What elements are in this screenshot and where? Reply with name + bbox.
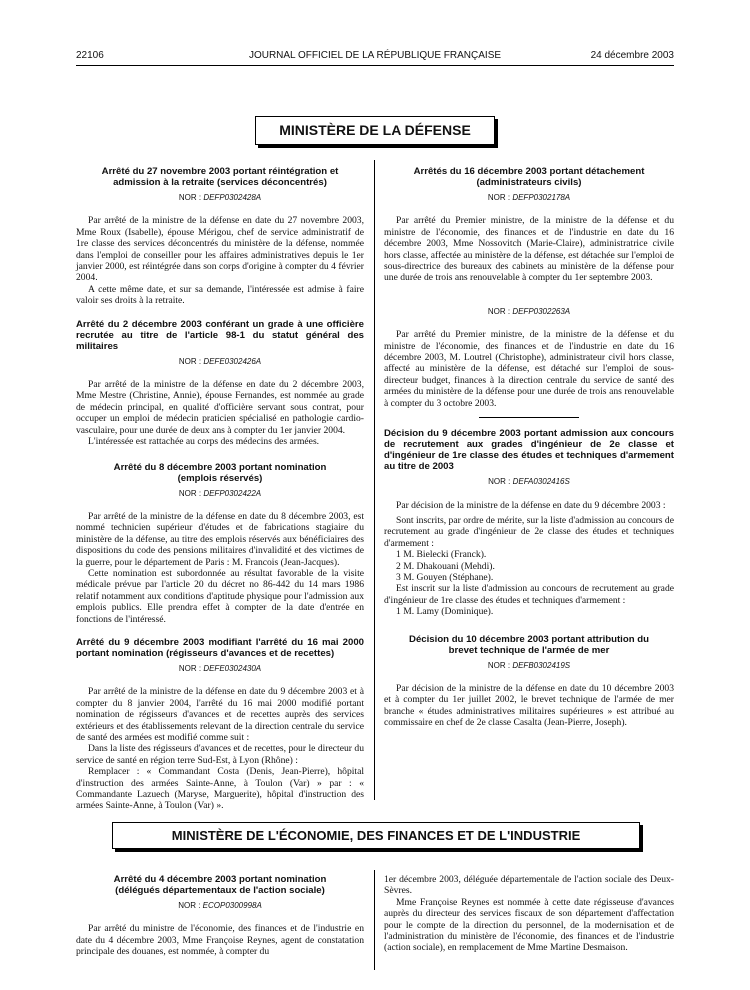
ministry-economy-heading bbox=[112, 822, 640, 849]
list-item: 3 M. Gouyen (Stéphane). bbox=[396, 571, 494, 583]
paragraph: Par décision de la ministre de la défense en date du 9 décembre 2003 : bbox=[396, 499, 666, 511]
paragraph: Par arrêté du Premier ministre, de la ministre de la défense et du ministre de l'économie, des finances et de l'industrie en date du 16 décembre 2003, Mme Nossovitch (Marie-Claire), administratrice civile hors classe, affectée au ministère de la défense, est détachée sur l'emploi de sous-directrice des bureaux des cabinets au ministère de la défense pour une durée de trois ans renouvelable à compter du 1er septembre 2003. bbox=[384, 215, 674, 284]
nor-reference: NOR : DEFP0302428A bbox=[178, 193, 262, 202]
paragraph: Sont inscrits, par ordre de mérite, sur la liste d'admission au concours de recrutement au grade d'ingénieur de 2e classe des études et techniques d'armement : bbox=[384, 514, 674, 549]
paragraph: Mme Françoise Reynes est nommée à cette date régisseuse d'avances auprès du directeur des services fiscaux de son département d'affectation pour le compte de la direction du personnel, de la modernisation et de l'administration du ministère de l'économie, des finances et de l'industrie (action sociale), en remplacement de Mme Martine Desmaison. bbox=[384, 896, 674, 954]
section-separator bbox=[479, 417, 579, 418]
paragraph: 1er décembre 2003, déléguée départementale de l'action sociale des Deux-Sèvres. bbox=[384, 874, 674, 897]
ministry-defense-label: MINISTÈRE DE LA DÉFENSE bbox=[279, 122, 471, 138]
nor-reference: NOR : DEFA0302416S bbox=[488, 477, 570, 487]
nor-reference: NOR : DEFP0302263A bbox=[487, 306, 571, 316]
list-item: 2 M. Dhakouani (Mehdi). bbox=[396, 560, 495, 572]
list-item: 1 M. Bielecki (Franck). bbox=[396, 549, 487, 561]
paragraph: Est inscrit sur la liste d'admission au concours de recrutement au grade d'ingénieur de 1re classe des études et techniques d'armement : bbox=[384, 583, 674, 606]
page-number: 22106 bbox=[76, 50, 104, 61]
paragraph: A cette même date, et sur sa demande, l'intéressée est admise à faire valoir ses droits à la retraite. bbox=[76, 283, 364, 307]
nor-reference: NOR : DEFB0302419S bbox=[487, 660, 571, 670]
eco-right-column bbox=[384, 874, 674, 954]
nor-reference: NOR : DEFE0302426A bbox=[178, 356, 262, 366]
paragraph: Par arrêté de la ministre de la défense en date du 27 novembre 2003, Mme Roux (Isabelle), épouse Mérigou, chef de service administratif de 1re classe des services déconcentrés du ministère de la défense, nommée dans l'emploi de conseiller pour les affaires administratives depuis le 1er janvier 2000, est réintégrée dans son corps d'origine à compter du 4 février 2004. bbox=[76, 215, 364, 284]
article-title: Décision du 9 décembre 2003 portant admission aux concours de recrutement aux grades d'ingénieur de 2e classe et d'ingénieur de 1re classe des études et techniques d'armement au titre de 2003 bbox=[384, 428, 674, 473]
nor-reference: NOR : DEFP0302178A bbox=[487, 193, 571, 202]
article-title: Décision du 10 décembre 2003 portant attribution du brevet technique de l'armée de mer bbox=[409, 633, 649, 656]
ministry-defense-heading bbox=[255, 116, 495, 145]
journal-title: JOURNAL OFFICIEL DE LA RÉPUBLIQUE FRANÇAISE bbox=[248, 50, 502, 61]
paragraph: Par arrêté du Premier ministre, de la ministre de la défense et du ministre de l'économie, des finances et de l'industrie en date du 16 décembre 2003, M. Loutrel (Christophe), administrateur civil hors classe, affecté au ministère de la défense, est détaché sur l'emploi de sous-directeur budget, finances à la direction centrale du service de santé des armées du ministère de la défense pour une durée de trois ans renouvelable à compter du 3 octobre 2003. bbox=[384, 329, 674, 409]
right-column bbox=[384, 166, 674, 729]
ministry-economy-label: MINISTÈRE DE L'ÉCONOMIE, DES FINANCES ET DE L'INDUSTRIE bbox=[171, 828, 581, 843]
list-item: 1 M. Lamy (Dominique). bbox=[396, 606, 494, 618]
nor-reference: NOR : DEFP0302422A bbox=[178, 488, 262, 498]
left-column bbox=[76, 166, 364, 812]
paragraph: Dans la liste des régisseurs d'avances et de recettes, pour le directeur du service de santé en région terre Sud-Est, à Lyon (Rhône) : bbox=[76, 743, 364, 766]
paragraph: Par arrêté de la ministre de la défense en date du 2 décembre 2003, Mme Mestre (Christine, Annie), épouse Fernandes, est nommée au grade de médecin principal, en qualité d'officière servant sous contrat, pour occuper un emploi de médecin praticien spécialisé en pathologie cardio-vasculaire, pour une durée de deux ans à compter du 1er janvier 2004. bbox=[76, 379, 364, 436]
article-title: Arrêté du 4 décembre 2003 portant nomination (délégués départementaux de l'action sociale) bbox=[113, 874, 327, 896]
running-header bbox=[76, 50, 674, 66]
eco-left-column bbox=[76, 874, 364, 958]
article-title: Arrêtés du 16 décembre 2003 portant détachement (administrateurs civils) bbox=[413, 166, 645, 188]
column-divider bbox=[374, 160, 375, 800]
nor-reference: NOR : DEFE0302430A bbox=[178, 663, 262, 673]
paragraph: Par arrêté de la ministre de la défense en date du 9 décembre 2003 et à compter du 8 janvier 2004, l'arrêté du 16 mai 2000 modifié portant nomination de régisseurs d'avances et de recettes auprès des services extérieurs et des établissements relevant de la direction centrale du service de santé des armées est modifié comme suit : bbox=[76, 686, 364, 743]
nor-reference: NOR : ECOP0300998A bbox=[178, 901, 262, 910]
article-title: Arrêté du 9 décembre 2003 modifiant l'arrêté du 16 mai 2000 portant nomination (régisseurs d'avances et de recettes) bbox=[76, 636, 364, 659]
paragraph: Remplacer : « Commandant Costa (Denis, Jean-Pierre), hôpital d'instruction des armées Sainte-Anne, à Toulon (Var) » par : « Commandante Lazuech (Maryse, Marguerite), hôpital d'instruction des armées Sainte-Anne, à Toulon (Var) ». bbox=[76, 766, 364, 812]
header-rule bbox=[76, 65, 674, 66]
article-title: Arrêté du 2 décembre 2003 conférant un grade à une officière recrutée au titre de l'article 98-1 du statut général des militaires bbox=[76, 318, 364, 352]
column-divider bbox=[374, 870, 375, 970]
paragraph: Par décision de la ministre de la défense en date du 10 décembre 2003 et à compter du 1er juillet 2002, le brevet technique de l'armée de mer branche « études administratives militaires supérieures » est attribué au commissaire en chef de 2e classe Casalta (Jean-Pierre, Joseph). bbox=[384, 682, 674, 729]
paragraph: Cette nomination est subordonnée au résultat favorable de la visite médicale prévue par l'article 20 du décret no 86-442 du 14 mars 1986 relatif notamment aux conditions d'aptitude physique pour l'admission aux emplois publics. Elle prendra effet à compter de la date d'entrée en fonctions de l'intéressé. bbox=[76, 567, 364, 625]
article-title: Arrêté du 8 décembre 2003 portant nomination (emplois réservés) bbox=[113, 461, 327, 484]
issue-date: 24 décembre 2003 bbox=[590, 50, 674, 61]
paragraph: Par arrêté de la ministre de la défense en date du 8 décembre 2003, est nommé technicien supérieur d'études et de fabrications stagiaire du ministère de la défense, au titre des emplois réservés aux bénéficiaires des dispositions du code des pensions militaires d'invalidité et des victimes de la guerre, pour le département de Paris : M. Francois (Jean-Jacques). bbox=[76, 510, 364, 568]
paragraph: L'intéressée est rattachée au corps des médecins des armées. bbox=[88, 436, 320, 448]
paragraph: Par arrêté du ministre de l'économie, des finances et de l'industrie en date du 4 décembre 2003, Mme Françoise Reynes, agent de constatation principale des douanes, est nommée, à compter du bbox=[76, 923, 364, 958]
article-title: Arrêté du 27 novembre 2003 portant réintégration et admission à la retraite (services déconcentrés) bbox=[101, 166, 339, 188]
